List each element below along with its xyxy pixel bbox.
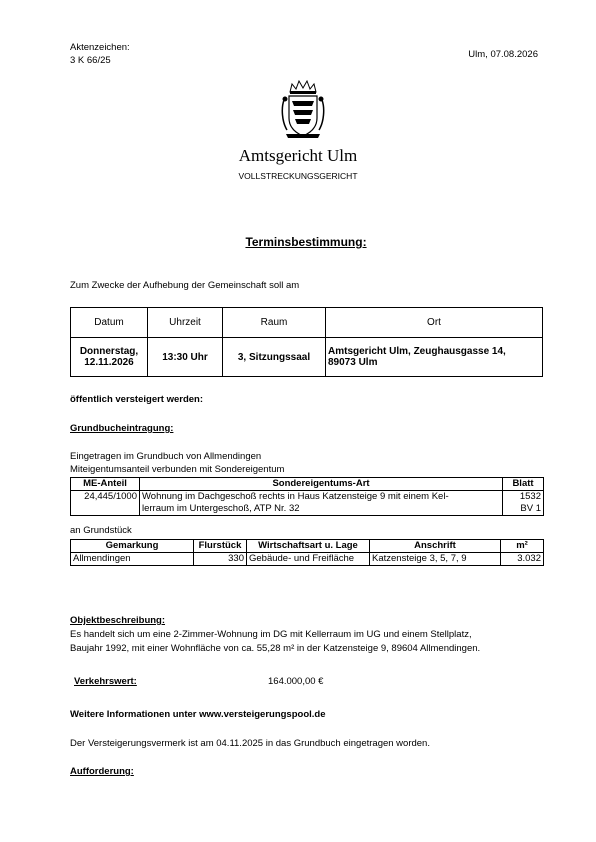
court-name: Amtsgericht Ulm bbox=[238, 146, 358, 165]
grundstueck-table bbox=[70, 539, 544, 566]
termin-raum: 3, Sitzungssaal bbox=[223, 338, 326, 377]
grundbuch-line1: Eingetragen im Grundbuch von Allmendingen bbox=[70, 451, 262, 462]
art-line1: Wohnung im Dachgeschoß rechts in Haus Katzensteige 9 mit einem Kel- bbox=[142, 491, 449, 502]
sondereigentum-table bbox=[70, 477, 544, 516]
place-date: Ulm, 07.08.2026 bbox=[468, 49, 538, 60]
aktenzeichen-label: Aktenzeichen: bbox=[70, 42, 130, 53]
header-datum: Datum bbox=[71, 308, 148, 338]
header-ort: Ort bbox=[326, 308, 543, 338]
termin-ort bbox=[326, 338, 543, 377]
art-line2: lerraum im Untergeschoß, ATP Nr. 32 bbox=[142, 503, 300, 514]
termin-table bbox=[70, 307, 543, 377]
grundbuch-heading: Grundbucheintragung: bbox=[70, 423, 174, 434]
objekt-line1: Es handelt sich um eine 2-Zimmer-Wohnung im DG mit Kellerraum im UG und einem Stellplatz, bbox=[70, 629, 472, 640]
verkehrswert-value: 164.000,00 € bbox=[268, 676, 324, 687]
header-blatt: Blatt bbox=[503, 478, 544, 491]
gemarkung-value: Allmendingen bbox=[71, 553, 194, 566]
wirtschaftsart-value: Gebäude- und Freifläche bbox=[247, 553, 370, 566]
termin-ort-line1: Amtsgericht Ulm, Zeughausgasse 14, bbox=[328, 346, 506, 357]
aktenzeichen: 3 K 66/25 bbox=[70, 55, 111, 66]
versteigert-text: öffentlich versteigert werden: bbox=[70, 394, 204, 405]
verkehrswert-label: Verkehrswert: bbox=[74, 676, 137, 687]
header-wirtschaftsart: Wirtschaftsart u. Lage bbox=[247, 540, 370, 553]
m2-value: 3.032 bbox=[501, 553, 544, 566]
blatt-line2: BV 1 bbox=[520, 503, 541, 514]
header-raum: Raum bbox=[223, 308, 326, 338]
me-anteil-value: 24,445/1000 bbox=[71, 491, 140, 516]
termin-datum-line2: 12.11.2026 bbox=[84, 357, 134, 368]
blatt-line1: 1532 bbox=[519, 491, 541, 502]
objekt-line2: Baujahr 1992, mit einer Wohnfläche von ca. 55,28 m² in der Katzensteige 9, 89604 Allmendingen. bbox=[70, 643, 481, 654]
header-me-anteil: ME-Anteil bbox=[71, 478, 140, 491]
termin-datum bbox=[71, 338, 148, 377]
termin-datum-line1: Donnerstag, bbox=[79, 346, 139, 357]
document-title: Terminsbestimmung: bbox=[245, 235, 367, 249]
termin-ort-line2: 89073 Ulm bbox=[328, 357, 378, 368]
grundbuch-line2: Miteigentumsanteil verbunden mit Sondereigentum bbox=[70, 464, 285, 475]
an-grundstueck: an Grundstück bbox=[70, 525, 132, 536]
header-flurstueck: Flurstück bbox=[194, 540, 247, 553]
header-sondereigentums-art: Sondereigentums-Art bbox=[140, 478, 503, 491]
versteigerungsvermerk: Der Versteigerungsvermerk ist am 04.11.2025 in das Grundbuch eingetragen worden. bbox=[70, 738, 430, 749]
flurstueck-value: 330 bbox=[194, 553, 247, 566]
header-gemarkung: Gemarkung bbox=[71, 540, 194, 553]
court-department: VOLLSTRECKUNGSGERICHT bbox=[238, 171, 358, 181]
intro-text: Zum Zwecke der Aufhebung der Gemeinschaft soll am bbox=[70, 280, 300, 291]
sondereigentums-art-value bbox=[140, 491, 503, 516]
objekt-heading: Objektbeschreibung: bbox=[70, 615, 166, 626]
anschrift-value: Katzensteige 3, 5, 7, 9 bbox=[370, 553, 501, 566]
termin-uhrzeit: 13:30 Uhr bbox=[148, 338, 223, 377]
header-uhrzeit: Uhrzeit bbox=[148, 308, 223, 338]
header-anschrift: Anschrift bbox=[370, 540, 501, 553]
aufforderung-heading: Aufforderung: bbox=[70, 766, 134, 777]
header-m2: m² bbox=[501, 540, 544, 553]
weitere-informationen: Weitere Informationen unter www.versteigerungspool.de bbox=[70, 709, 326, 720]
blatt-value bbox=[503, 491, 544, 516]
coat-of-arms-emblem bbox=[280, 78, 326, 140]
